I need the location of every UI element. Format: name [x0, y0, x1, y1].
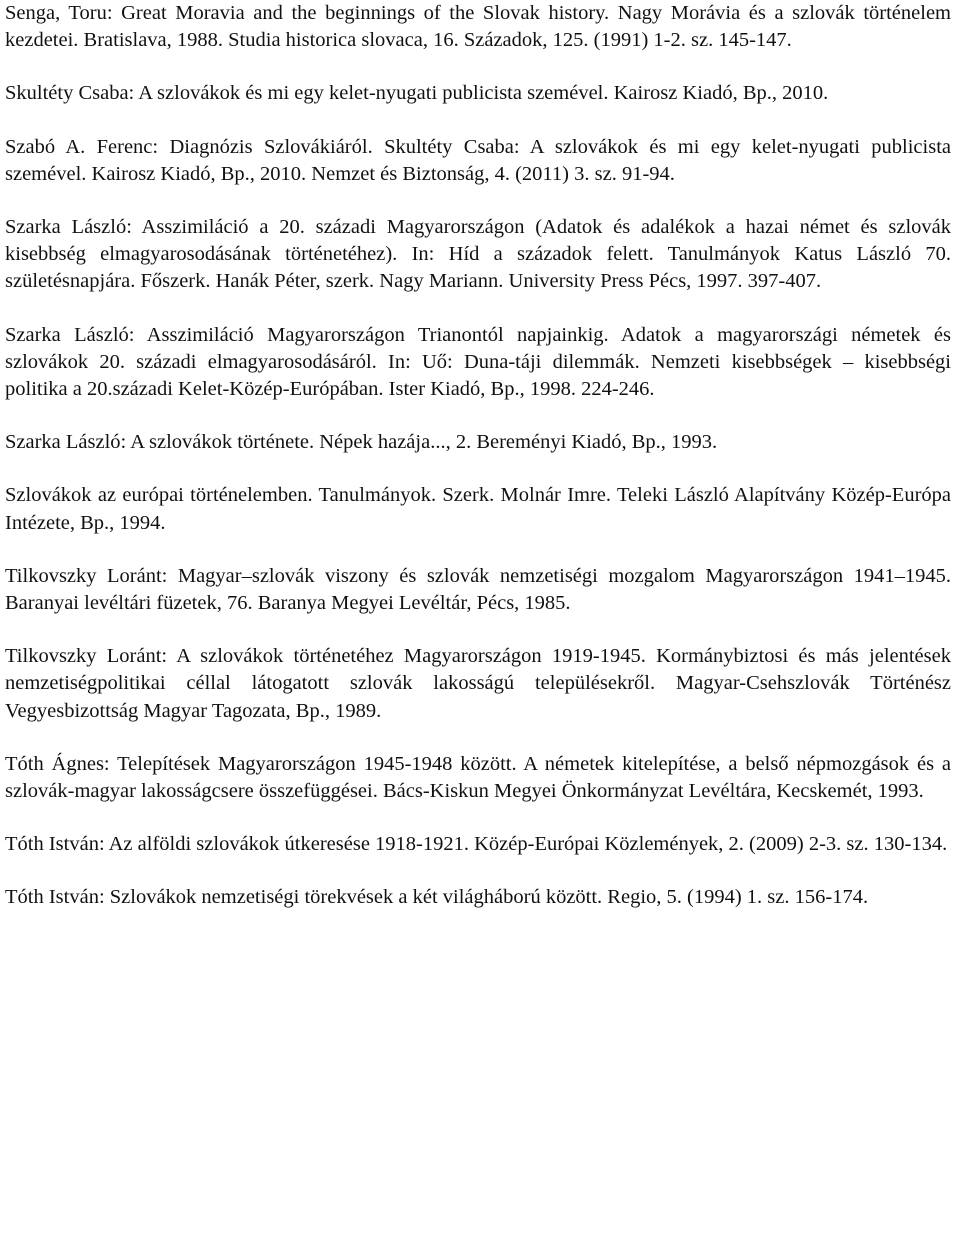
bibliography-entry: Szarka László: A szlovákok története. Népek hazája..., 2. Bereményi Kiadó, Bp., 1993. — [5, 431, 718, 454]
bibliography-entry: Tóth István: Az alföldi szlovákok útkeresése 1918-1921. Közép-Európai Közlemények, 2. (2009) 2-3. sz. 130-134. — [5, 833, 948, 856]
bibliography-page — [5, 0, 951, 938]
bibliography-entry: Skultéty Csaba: A szlovákok és mi egy kelet-nyugati publicista szemével. Kairosz Kiadó, Bp., 2010. — [5, 82, 829, 105]
bibliography-entry: Tóth István: Szlovákok nemzetiségi törekvések a két világháború között. Regio, 5. (1994) 1. sz. 156-174. — [5, 886, 869, 909]
bibliography-entry: Szarka László: Asszimiláció Magyarországon Trianontól napjainkig. Adatok a magyarországi németek és szlovákok 20. századi elmagyarosodásáról. In: Uő: Duna-táji dilemmák. Nemzeti kisebbségek – kisebbségi politika a 20.századi Kelet-Közép-Európában. Ister Kiadó, Bp., 1998. 224-246. — [5, 323, 951, 401]
bibliography-entry: Szarka László: Asszimiláció a 20. századi Magyarországon (Adatok és adalékok a hazai német és szlovák kisebbség elmagyarosodásának történetéhez). In: Híd a századok felett. Tanulmányok Katus László 70. születésnapjára. Főszerk. Hanák Péter, szerk. Nagy Mariann. University Press Pécs, 1997. 397-407. — [5, 216, 951, 293]
bibliography-entry: Senga, Toru: Great Moravia and the beginnings of the Slovak history. Nagy Morávia és a szlovák történelem kezdetei. Bratislava, 1988. Studia historica slovaca, 16. Századok, 125. (1991) 1-2. sz. 145-147. — [5, 2, 951, 52]
bibliography-entry: Szlovákok az európai történelemben. Tanulmányok. Szerk. Molnár Imre. Teleki László Alapítvány Közép-Európa Intézete, Bp., 1994. — [5, 484, 951, 534]
bibliography-entry: Tóth Ágnes: Telepítések Magyarországon 1945-1948 között. A németek kitelepítése, a belső népmozgások és a szlovák-magyar lakosságcsere összefüggései. Bács-Kiskun Megyei Önkormányzat Levéltára, Kecskemét, 1993. — [5, 752, 951, 803]
bibliography-entry: Tilkovszky Loránt: A szlovákok történetéhez Magyarországon 1919-1945. Kormánybiztosi és más jelentések nemzetiségpolitikai céllal látogatott szlovák lakosságú településekről. Magyar-Csehszlovák Történész Vegyesbizottság Magyar Tagozata, Bp., 1989. — [5, 645, 951, 722]
bibliography-entry: Szabó A. Ferenc: Diagnózis Szlovákiáról. Skultéty Csaba: A szlovákok és mi egy kelet-nyugati publicista szemével. Kairosz Kiadó, Bp., 2010. Nemzet és Biztonság, 4. (2011) 3. sz. 91-94. — [5, 135, 951, 185]
bibliography-entry: Tilkovszky Loránt: Magyar–szlovák viszony és szlovák nemzetiségi mozgalom Magyarországon 1941–1945. Baranyai levéltári füzetek, 76. Baranya Megyei Levéltár, Pécs, 1985. — [5, 564, 951, 615]
